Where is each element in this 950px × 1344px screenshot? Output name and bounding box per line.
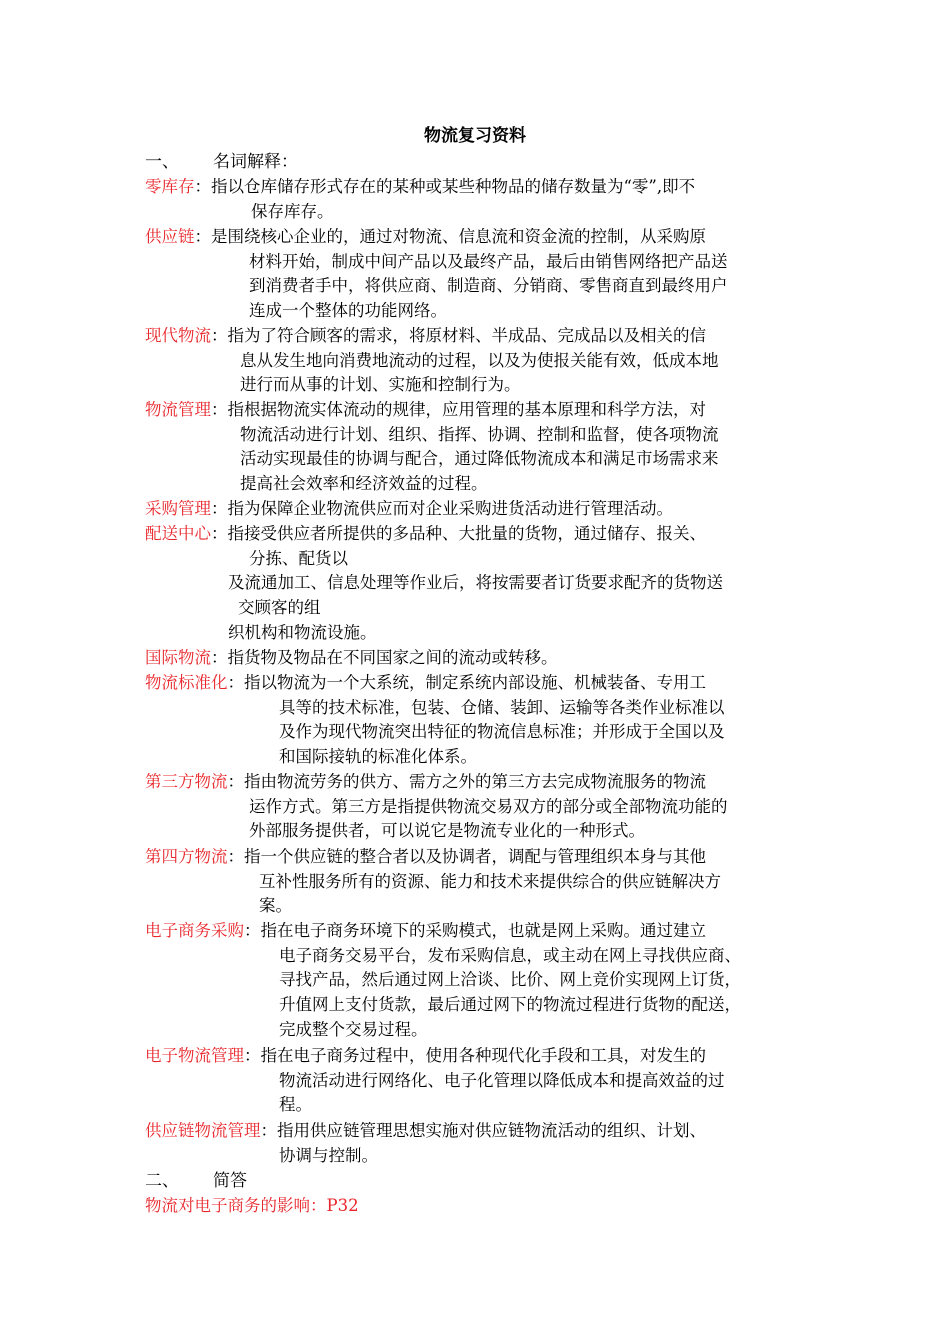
term-definition: 指以仓库储存形式存在的某种或某些种物品的储存数量为“零”,即不 [211, 177, 696, 196]
term-supply-chain-logistics-management: 供应链物流管理：指用供应链管理思想实施对供应链物流活动的组织、计划、 协调与控制。 [145, 1121, 706, 1165]
term-logistics-management: 物流管理：指根据物流实体流动的规律，应用管理的基本原理和科学方法，对 物流活动进行计划、组织、指挥、协调、控制和监督，使各项物流 活动实现最佳的协调与配合，通过降低物流成本和满足市场需求来 提高社会效率和经济效益的过程。 [145, 400, 719, 494]
term-label: 第四方物流 [145, 847, 228, 866]
term-label: 采购管理 [145, 499, 211, 518]
term-fourth-party-logistics: 第四方物流：指一个供应链的整合者以及协调者，调配与管理组织本身与其他 互补性服务所有的资源、能力和技术来提供综合的供应链解决方 案。 [145, 847, 721, 916]
term-definition: 指为了符合顾客的需求，将原材料、半成品、完成品以及相关的信 [227, 326, 706, 345]
term-definition: 指在电子商务过程中，使用各种现代化手段和工具，对发生的 [260, 1046, 706, 1065]
section-heading-1 [145, 150, 298, 174]
term-distribution-center: 配送中心：指接受供应者所提供的多品种、大批量的货物，通过储存、报关、 分拣、配货以 及流通加工、信息处理等作业后，将按需要者订货要求配齐的货物送 交顾客的组 织机构和物流设施。 [145, 524, 723, 642]
term-definition: 指由物流劳务的供方、需方之外的第三方去完成物流服务的物流 [244, 772, 706, 791]
term-definition: 指根据物流实体流动的规律，应用管理的基本原理和科学方法，对 [227, 400, 706, 419]
term-procurement-management: 采购管理：指为保障企业物流供应而对企业采购进货活动进行管理活动。 [145, 499, 673, 518]
term-definition: 指用供应链管理思想实施对供应链物流活动的组织、计划、 [277, 1121, 706, 1140]
term-definition: 指为保障企业物流供应而对企业采购进货活动进行管理活动。 [227, 499, 673, 518]
term-label: 物流标准化 [145, 673, 228, 692]
term-definition: 指一个供应链的整合者以及协调者，调配与管理组织本身与其他 [244, 847, 706, 866]
term-label: 现代物流 [145, 326, 211, 345]
term-label: 第三方物流 [145, 772, 228, 791]
term-ecommerce-procurement: 电子商务采购：指在电子商务环境下的采购模式，也就是网上采购。通过建立 电子商务交易平台，发布采购信息，或主动在网上寻找供应商、 寻找产品，然后通过网上洽谈、比价、网上竞价实现网上订货， 升值网上支付货款，最后通过网下的物流过程进行货物的配送， 完成整个交易过程。 [145, 921, 741, 1039]
term-third-party-logistics: 第三方物流：指由物流劳务的供方、需方之外的第三方去完成物流服务的物流 运作方式。第三方是指提供物流交易双方的部分或全部物流功能的 外部服务提供者，可以说它是物流专业化的一种形式。 [145, 772, 728, 841]
term-definition: 指接受供应者所提供的多品种、大批量的货物，通过储存、报关、 [227, 524, 706, 543]
term-definition: 是围绕核心企业的，通过对物流、信息流和资金流的控制，从采购原 [211, 227, 706, 246]
document-title: 物流复习资料 [424, 126, 526, 146]
section-label: 简答 [213, 1171, 247, 1191]
term-definition: 指以物流为一个大系统，制定系统内部设施、机械装备、专用工 [244, 673, 706, 692]
section-label: 名词解释： [213, 152, 298, 172]
term-label: 国际物流 [145, 648, 211, 667]
term-zero-inventory: 零库存：指以仓库储存形式存在的某种或某些种物品的储存数量为“零”,即不 保存库存。 [145, 177, 696, 221]
term-label: 供应链物流管理 [145, 1121, 261, 1140]
question-1 [145, 1194, 810, 1219]
term-modern-logistics: 现代物流：指为了符合顾客的需求，将原材料、半成品、完成品以及相关的信 息从发生地向消费地流动的过程，以及为使报关能有效，低成本地 进行而从事的计划、实施和控制行为。 [145, 326, 719, 395]
section-heading-2 [145, 1169, 247, 1193]
section-number: 二、 [145, 1171, 179, 1191]
term-e-logistics-management: 电子物流管理：指在电子商务过程中，使用各种现代化手段和工具，对发生的 物流活动进行网络化、电子化管理以降低成本和提高效益的过 程。 [145, 1046, 725, 1115]
term-international-logistics: 国际物流：指货物及物品在不同国家之间的流动或转移。 [145, 648, 558, 667]
term-definition: 指货物及物品在不同国家之间的流动或转移。 [227, 648, 558, 667]
term-logistics-standardization: 物流标准化：指以物流为一个大系统，制定系统内部设施、机械装备、专用工 具等的技术标准，包装、仓储、装卸、运输等各类作业标准以 及作为现代物流突出特征的物流信息标准；并形成于全国以及 和国际接轨的标准化体系。 [145, 673, 725, 767]
term-supply-chain: 供应链：是围绕核心企业的，通过对物流、信息流和资金流的控制，从采购原 材料开始，制成中间产品以及最终产品，最后由销售网络把产品送 到消费者手中，将供应商、制造商、分销商、零售商直到最终用户 连成一个整体的功能网络。 [145, 227, 728, 321]
term-label: 电子商务采购 [145, 921, 244, 940]
term-definition: 指在电子商务环境下的采购模式，也就是网上采购。通过建立 [260, 921, 706, 940]
term-label: 供应链 [145, 227, 195, 246]
term-label: 物流管理 [145, 400, 211, 419]
term-label: 电子物流管理 [145, 1046, 244, 1065]
term-label: 配送中心 [145, 524, 211, 543]
term-label: 零库存 [145, 177, 195, 196]
question-text: 物流对电子商务的影响：P32 [145, 1196, 359, 1215]
section-number: 一、 [145, 152, 179, 172]
